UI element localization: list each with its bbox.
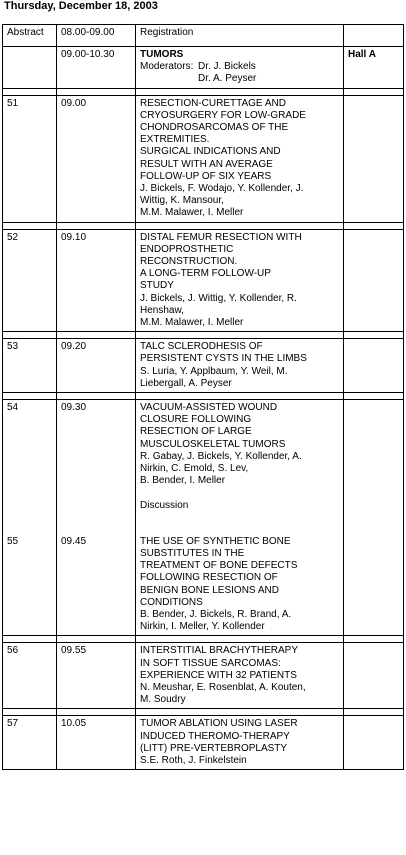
time-cell: 09.20 [57,339,136,393]
talk-authors-line: M. Soudry [140,694,186,706]
talk-authors-line: Henshaw, [140,304,184,316]
moderator-row [140,61,340,73]
talk-cell [136,339,344,393]
spacer-row [3,88,404,95]
abstract-number: 55 [7,536,19,548]
talk-cell [136,229,344,332]
time-gap [61,414,132,536]
talk-title-line: PERSISTENT CYSTS IN THE LIMBS [140,353,307,365]
talk-title-line: EXPERIENCE WITH 32 PATIENTS [140,669,297,681]
moderator-name: Dr. A. Peyser [198,73,257,85]
talk-authors-line: Nirkin, C. Emold, S. Lev, [140,463,249,475]
time-cell: 08.00-09.00 [57,25,136,47]
talk-title-line: CLOSURE FOLLOWING [140,414,252,426]
title-cell: Registration [136,25,344,47]
talk-title-line: RESULT WITH AN AVERAGE [140,158,273,170]
abstract-cell: 56 [3,643,57,709]
talk-title-line: SURGICAL INDICATIONS AND [140,146,281,158]
moderator-indent [140,73,198,85]
table-row [3,25,404,47]
table-row [3,339,404,393]
abstract-cell [3,400,57,636]
talk-title-line: FOLLOW-UP OF SIX YEARS [140,170,272,182]
table-row [3,47,404,89]
session-cell [136,47,344,89]
talk-authors-line: B. Bender, J. Bickels, R. Brand, A. [140,608,292,620]
moderator-name: Dr. J. Bickels [198,61,256,73]
talk-cell [136,95,344,222]
hall-cell: Hall A [344,47,404,89]
talk-title-line: ENDOPROSTHETIC [140,243,234,255]
hall-cell [344,95,404,222]
time-cell [57,400,136,636]
abstract-gap [7,414,53,536]
time-cell: 10.05 [57,716,136,770]
talk-authors-line: J. Bickels, J. Wittig, Y. Kollender, R. [140,292,297,304]
session-title: TUMORS [140,49,184,60]
talk-title-line: STUDY [140,280,174,292]
abstract-cell: 53 [3,339,57,393]
talk-title-line: INDUCED THEROMO-THERAPY [140,730,290,742]
talk-authors-line: Nirkin, I. Meller, Y. Kollender [140,621,265,633]
table-row [3,643,404,709]
spacer-row [3,222,404,229]
talk-authors-line: N. Meushar, E. Rosenblat, A. Kouten, [140,681,306,693]
table-row [3,400,404,636]
blank-line [140,512,340,524]
table-row [3,95,404,222]
table-row [3,229,404,332]
schedule-table [2,24,404,770]
talk-title-line: TUMOR ABLATION USING LASER [140,718,298,730]
talk-authors-line: J. Bickels, F. Wodajo, Y. Kollender, J. [140,183,304,195]
talk-title-line: RECONSTRUCTION. [140,256,238,268]
hall-cell [344,339,404,393]
talk-title-line: RESECTION-CURETTAGE AND [140,97,286,109]
talk-authors-line: M.M. Malawer, I. Meller [140,317,244,329]
spacer-row [3,393,404,400]
talk-title-line: IN SOFT TISSUE SARCOMAS: [140,657,281,669]
blank-line [140,524,340,536]
talk-title-line: FOLLOWING RESECTION OF [140,572,278,584]
talk-title-line: TREATMENT OF BONE DEFECTS [140,560,298,572]
talk-title-line: DISTAL FEMUR RESECTION WITH [140,231,302,243]
talk-title-line: BENIGN BONE LESIONS AND [140,584,279,596]
talk-authors-line: R. Gabay, J. Bickels, Y. Kollender, A. [140,450,302,462]
spacer-row [3,332,404,339]
moderator-row [140,73,340,85]
talk-title-line: EXTREMITIES. [140,134,210,146]
talk-title-line: CONDITIONS [140,596,203,608]
blank-line [140,488,340,500]
talk-title-line: SUBSTITUTES IN THE [140,547,245,559]
talk-authors-line: M.M. Malawer, I. Meller [140,207,244,219]
talk-title-line: CRYOSURGERY FOR LOW-GRADE [140,109,306,121]
time-value: 09.30 [61,402,87,414]
talk-title-line: CHONDROSARCOMAS OF THE [140,122,289,134]
talk-cell [136,643,344,709]
moderators-label: Moderators: [140,61,194,73]
hall-cell [344,25,404,47]
hall-cell [344,229,404,332]
hall-cell [344,643,404,709]
abstract-cell: 57 [3,716,57,770]
talk-title-line: INTERSTITIAL BRACHYTHERAPY [140,645,298,657]
talk-cell [136,716,344,770]
spacer-row [3,709,404,716]
abstract-number: 54 [7,402,19,414]
page-heading: Thursday, December 18, 2003 [4,0,158,12]
time-value: 09.45 [61,536,87,548]
talk-authors-line: S. Luria, Y. Applbaum, Y. Weil, M. [140,365,288,377]
talk-title-line: VACUUM-ASSISTED WOUND [140,402,278,414]
time-cell: 09.00-10.30 [57,47,136,89]
talk-title-line: RESECTION OF LARGE [140,426,252,438]
abstract-cell: Abstract [3,25,57,47]
table-row [3,716,404,770]
abstract-cell: 51 [3,95,57,222]
time-cell: 09.00 [57,95,136,222]
hall-cell [344,400,404,636]
abstract-cell: 52 [3,229,57,332]
time-cell: 09.10 [57,229,136,332]
talk-authors-line: S.E. Roth, J. Finkelstein [140,754,247,766]
talk-title-line: (LITT) PRE-VERTEBROPLASTY [140,742,288,754]
talk-cell [136,400,344,636]
talk-authors-line: B. Bender, I. Meller [140,475,226,487]
talk-title-line: THE USE OF SYNTHETIC BONE [140,535,291,547]
spacer-row [3,636,404,643]
discussion-label: Discussion [140,499,189,511]
talk-authors-line: Wittig, K. Mansour, [140,195,224,207]
talk-authors-line: Liebergall, A. Peyser [140,377,232,389]
hall-cell [344,716,404,770]
talk-title-line: MUSCULOSKELETAL TUMORS [140,438,286,450]
talk-title-line: TALC SCLERODHESIS OF [140,341,263,353]
time-cell: 09.55 [57,643,136,709]
abstract-cell [3,47,57,89]
talk-title-line: A LONG-TERM FOLLOW-UP [140,268,271,280]
